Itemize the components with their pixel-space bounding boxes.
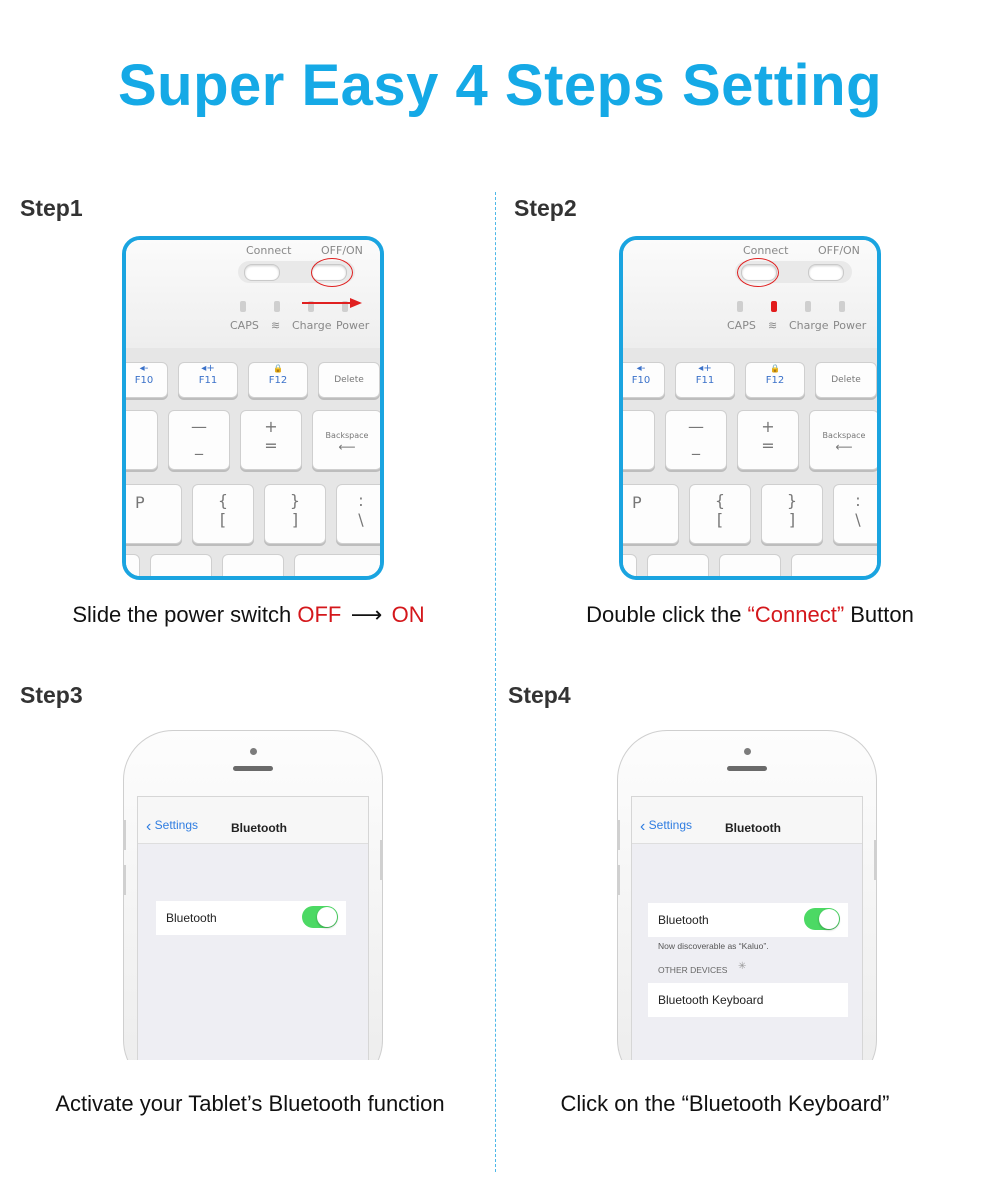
step4-caption: Click on the “Bluetooth Keyboard” <box>560 1091 890 1116</box>
caps-led <box>737 301 743 312</box>
key-partial[interactable] <box>619 410 655 470</box>
power-switch[interactable] <box>808 264 844 281</box>
phone-side-button <box>380 840 383 880</box>
rbracket-key-label: ] <box>788 510 796 529</box>
colon-key-label: : <box>358 491 364 510</box>
step3-caption: Activate your Tablet’s Bluetooth function <box>55 1091 445 1116</box>
underscore-key-label: _ <box>692 436 700 455</box>
lock-icon: 🔒 <box>770 364 780 373</box>
rbracket-key-label: ] <box>291 510 299 529</box>
speaker-icon <box>727 766 767 771</box>
charge-label: Charge <box>789 319 829 332</box>
backspace-arrow-icon: ⟵ <box>835 440 853 454</box>
step2-caption-text: Double click the <box>586 602 748 627</box>
nav-title: Bluetooth <box>231 821 287 835</box>
off-label: OFF <box>297 602 342 627</box>
bluetooth-signal-icon: ≋ <box>768 320 778 332</box>
phone-side-button <box>123 820 126 850</box>
key-partial[interactable] <box>647 554 709 580</box>
minus-key[interactable] <box>665 410 727 470</box>
charge-label: Charge <box>292 319 332 332</box>
f11-key-label: F11 <box>198 375 218 386</box>
backspace-key[interactable] <box>809 410 879 470</box>
step1-caption-text: Slide the power switch <box>72 602 298 627</box>
plus-key-label: + <box>264 417 278 436</box>
right-arrow-icon: ⟶ <box>350 602 383 627</box>
phone-side-button <box>874 840 877 880</box>
back-label: Settings <box>648 818 693 832</box>
step4-phone-image <box>617 730 877 1060</box>
connect-label: Connect <box>743 244 789 257</box>
back-label: Settings <box>154 818 199 832</box>
rbrace-key-label: } <box>786 491 798 510</box>
lbrace-key-label: { <box>217 491 229 510</box>
back-link[interactable] <box>640 818 692 836</box>
key-partial[interactable] <box>122 554 140 580</box>
slide-arrow-icon <box>300 296 364 310</box>
caps-label: CAPS <box>727 319 756 332</box>
p-key-label: P <box>135 493 145 512</box>
nav-title: Bluetooth <box>725 821 781 835</box>
phone-screen <box>631 796 863 1060</box>
highlight-circle <box>311 258 353 287</box>
bluetooth-signal-icon: ≋ <box>271 320 281 332</box>
f10-key-label: F10 <box>631 375 651 386</box>
chevron-left-icon: ‹ <box>146 818 152 835</box>
step3-phone-image <box>123 730 383 1060</box>
delete-key-label: Delete <box>334 375 364 385</box>
backspace-arrow-icon: ⟵ <box>338 440 356 454</box>
minus-key-label: — <box>688 417 704 436</box>
bluetooth-led <box>274 301 280 312</box>
plus-key-label: + <box>761 417 775 436</box>
power-label: Power <box>833 319 867 332</box>
step2-label: Step2 <box>514 195 577 221</box>
backspace-key-label: Backspace <box>822 431 866 440</box>
f11-key[interactable] <box>675 362 735 398</box>
bluetooth-keyboard-device-row[interactable] <box>648 983 848 1017</box>
loading-spinner-icon: ✳ <box>738 961 747 972</box>
bluetooth-led <box>771 301 777 312</box>
center-divider <box>495 192 496 1172</box>
backslash-key[interactable] <box>336 484 384 544</box>
connect-button[interactable] <box>244 264 280 281</box>
minus-key[interactable] <box>168 410 230 470</box>
key-partial[interactable] <box>122 410 158 470</box>
underscore-key-label: _ <box>195 436 203 455</box>
back-link[interactable] <box>146 818 198 836</box>
toggle-knob <box>317 907 337 927</box>
step1-label: Step1 <box>20 195 83 221</box>
f12-key-label: F12 <box>268 375 288 386</box>
equals-key[interactable] <box>737 410 799 470</box>
on-label: ON <box>391 602 425 627</box>
key-partial[interactable] <box>719 554 781 580</box>
volume-up-icon: ◂+ <box>698 363 712 374</box>
bracket-left-key[interactable] <box>192 484 254 544</box>
p-key-label: P <box>632 493 642 512</box>
key-partial[interactable] <box>150 554 212 580</box>
f10-key[interactable] <box>122 362 168 398</box>
rbrace-key-label: } <box>289 491 301 510</box>
equals-key-label: = <box>264 436 278 455</box>
step1-keyboard-image <box>122 236 384 580</box>
backslash-key-label: \ <box>358 510 364 529</box>
phone-side-button <box>617 820 620 850</box>
volume-down-icon: ◂- <box>139 363 149 374</box>
power-led <box>839 301 845 312</box>
bluetooth-row <box>648 903 848 937</box>
f12-key-label: F12 <box>765 375 785 386</box>
key-partial[interactable] <box>791 554 881 580</box>
f12-key[interactable] <box>745 362 805 398</box>
phone-side-button <box>617 865 620 895</box>
p-key[interactable] <box>619 484 679 544</box>
lock-icon: 🔒 <box>273 364 283 373</box>
nav-bar <box>138 797 368 844</box>
nav-bar <box>632 797 862 844</box>
delete-key-label: Delete <box>831 375 861 385</box>
f10-key[interactable] <box>619 362 665 398</box>
f12-key[interactable] <box>248 362 308 398</box>
equals-key-label: = <box>761 436 775 455</box>
p-key[interactable] <box>122 484 182 544</box>
offon-label: OFF/ON <box>321 244 363 257</box>
backslash-key[interactable] <box>833 484 881 544</box>
backslash-key-label: \ <box>855 510 861 529</box>
chevron-left-icon: ‹ <box>640 818 646 835</box>
phone-screen <box>137 796 369 1060</box>
key-partial[interactable] <box>294 554 384 580</box>
bracket-left-key[interactable] <box>689 484 751 544</box>
speaker-icon <box>233 766 273 771</box>
lbracket-key-label: [ <box>219 510 227 529</box>
caps-led <box>240 301 246 312</box>
lbracket-key-label: [ <box>716 510 724 529</box>
connect-highlight: “Connect” <box>747 602 845 627</box>
colon-key-label: : <box>855 491 861 510</box>
step2-keyboard-image <box>619 236 881 580</box>
page-title: Super Easy 4 Steps Setting <box>117 53 883 118</box>
offon-label: OFF/ON <box>818 244 860 257</box>
bracket-right-key[interactable] <box>264 484 326 544</box>
bracket-right-key[interactable] <box>761 484 823 544</box>
volume-down-icon: ◂- <box>636 363 646 374</box>
charge-led <box>805 301 811 312</box>
bluetooth-toggle[interactable] <box>302 906 338 928</box>
f11-key-label: F11 <box>695 375 715 386</box>
bluetooth-row-label: Bluetooth <box>658 913 709 927</box>
highlight-circle <box>737 258 779 287</box>
caps-label: CAPS <box>230 319 259 332</box>
bluetooth-toggle[interactable] <box>804 908 840 930</box>
key-partial[interactable] <box>619 554 637 580</box>
f11-key[interactable] <box>178 362 238 398</box>
toggle-knob <box>819 909 839 929</box>
backspace-key[interactable] <box>312 410 382 470</box>
power-label: Power <box>336 319 370 332</box>
f10-key-label: F10 <box>134 375 154 386</box>
minus-key-label: — <box>191 417 207 436</box>
camera-icon <box>250 748 257 755</box>
device-name: Bluetooth Keyboard <box>658 993 764 1007</box>
equals-key[interactable] <box>240 410 302 470</box>
volume-up-icon: ◂+ <box>201 363 215 374</box>
step4-label: Step4 <box>508 682 571 708</box>
backspace-key-label: Backspace <box>325 431 369 440</box>
bluetooth-row-label: Bluetooth <box>166 911 217 925</box>
key-partial[interactable] <box>222 554 284 580</box>
delete-key[interactable] <box>815 362 877 398</box>
discoverable-text: Now discoverable as “Kaluo”. <box>658 941 769 951</box>
step1-caption <box>0 602 497 628</box>
connect-label: Connect <box>246 244 292 257</box>
step3-label: Step3 <box>20 682 83 708</box>
other-devices-header: OTHER DEVICES <box>658 965 728 975</box>
phone-side-button <box>123 865 126 895</box>
delete-key[interactable] <box>318 362 380 398</box>
bluetooth-row <box>156 901 346 935</box>
step2-caption-suffix: Button <box>844 602 914 627</box>
lbrace-key-label: { <box>714 491 726 510</box>
step2-caption <box>500 602 1000 628</box>
camera-icon <box>744 748 751 755</box>
